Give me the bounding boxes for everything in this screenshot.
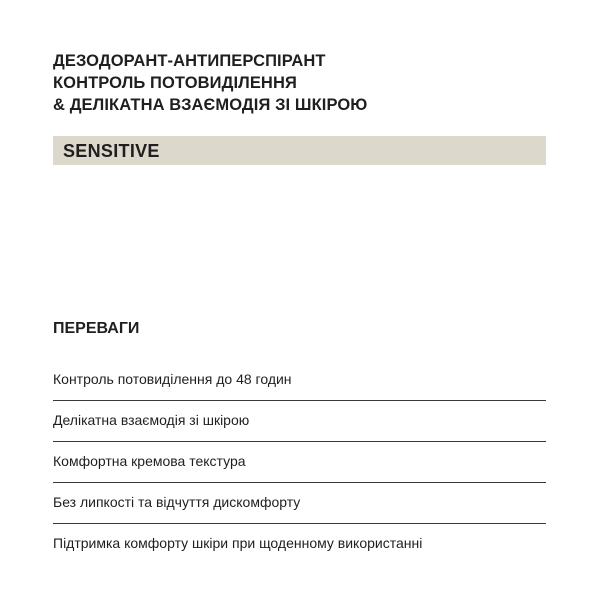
variant-label: SENSITIVE <box>63 141 160 161</box>
product-title-line: & ДЕЛІКАТНА ВЗАЄМОДІЯ ЗІ ШКІРОЮ <box>53 96 368 114</box>
benefit-item <box>53 401 546 442</box>
benefit-item <box>53 442 546 483</box>
variant-badge <box>53 136 546 165</box>
benefit-text: Підтримка комфорту шкіри при щоденному використанні <box>53 535 423 551</box>
benefit-item <box>53 524 546 565</box>
benefit-text: Комфортна кремова текстура <box>53 453 246 469</box>
benefit-text: Без липкості та відчуття дискомфорту <box>53 494 301 510</box>
benefit-text: Контроль потовиділення до 48 годин <box>53 371 292 387</box>
product-title <box>53 50 573 116</box>
product-title-line: КОНТРОЛЬ ПОТОВИДІЛЕННЯ <box>53 74 297 92</box>
benefit-text: Делікатна взаємодія зі шкірою <box>53 412 250 428</box>
benefits-heading: ПЕРЕВАГИ <box>53 320 140 337</box>
product-title-line: ДЕЗОДОРАНТ-АНТИПЕРСПІРАНТ <box>53 52 326 70</box>
benefit-item <box>53 483 546 524</box>
benefits-list <box>53 360 546 565</box>
benefit-item <box>53 360 546 401</box>
